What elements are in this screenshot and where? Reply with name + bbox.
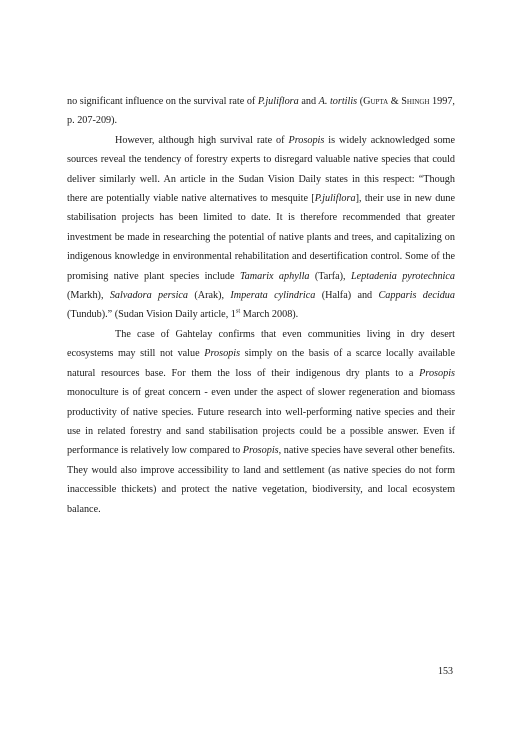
text-run: is widely acknowledged some sources reveal the tendency of forestry experts to disregard valuable native species that could deliver similarly well. An article in the Sudan Vision Daily states in this respect: “Though there are potentially viable native alternatives to mesquite [ [67, 134, 455, 205]
page-number: 153 [438, 666, 453, 677]
text-run: simply on the basis of a scarce locally available natural resources base. For them the loss of their indigenous dry plants to a [67, 348, 455, 379]
paragraph-native-species-alternatives [67, 131, 455, 325]
text-run: The case of Gahtelay confirms that even communities living in dry desert ecosystems may still not value [67, 328, 455, 360]
italic-term: Prosopis [419, 367, 455, 379]
italic-term: Imperata cylindrica [230, 290, 316, 302]
document-page [67, 92, 455, 519]
text-run: (Markh), [67, 290, 110, 302]
text-run: (Arak), [188, 290, 231, 302]
text-run: However, although high survival rate of [115, 134, 289, 146]
text-run: ( [357, 96, 364, 107]
paragraph-continuation [67, 92, 455, 131]
italic-term: Prosopis [242, 445, 279, 457]
italic-term: Tamarix aphylla [239, 270, 310, 282]
paragraph-gahtelay-case [67, 325, 455, 519]
text-run: 1997, p. 207-209). [67, 96, 455, 127]
text-run: (Tundub).” (Sudan Vision Daily article, 1 [67, 309, 236, 321]
italic-term: Prosopis [204, 348, 241, 360]
italic-term: Leptadenia pyrotechnica [350, 270, 456, 282]
italic-term: Salvadora persica [109, 290, 189, 302]
text-run: , native species have several other benefits. They would also improve accessibility to land and settlement (as native species do not form inaccessible thickets) and protect the native vegetation, biodiversity, and local ecosystem balance. [67, 445, 455, 515]
superscript: st [235, 308, 241, 316]
italic-term: P.juliflora [314, 193, 356, 205]
text-run: (Tarfa), [309, 270, 351, 282]
text-run: monoculture is of great concern - even under the aspect of slower regeneration and biomass productivity of native species. Future research into well-performing native species and their use in related forestry and sand stabilisation projects could be a possible answer. Even if performance is relatively low compared to [67, 387, 455, 457]
author-name: Shingh [401, 96, 430, 107]
text-run: and [298, 96, 319, 107]
text-run: & [388, 96, 402, 107]
text-run: no significant influence on the survival rate of [67, 96, 258, 107]
text-run: March 2008). [240, 309, 299, 321]
italic-term: A. tortilis [318, 96, 358, 107]
author-name: Gupta [363, 96, 389, 107]
text-run: ], their use in new dune stabilisation projects has been limited to date. It is therefore recommended that greater investment be made in researching the potential of native plants and trees, and capitalizing on indigenous knowledge in environmental rehabilitation and desertification control. Some of the promising native plant species include [67, 193, 456, 282]
italic-term: Capparis decidua [378, 290, 455, 302]
text-run: (Halfa) and [315, 290, 379, 302]
italic-term: Prosopis [288, 134, 325, 146]
italic-term: P.juliflora [257, 96, 299, 107]
